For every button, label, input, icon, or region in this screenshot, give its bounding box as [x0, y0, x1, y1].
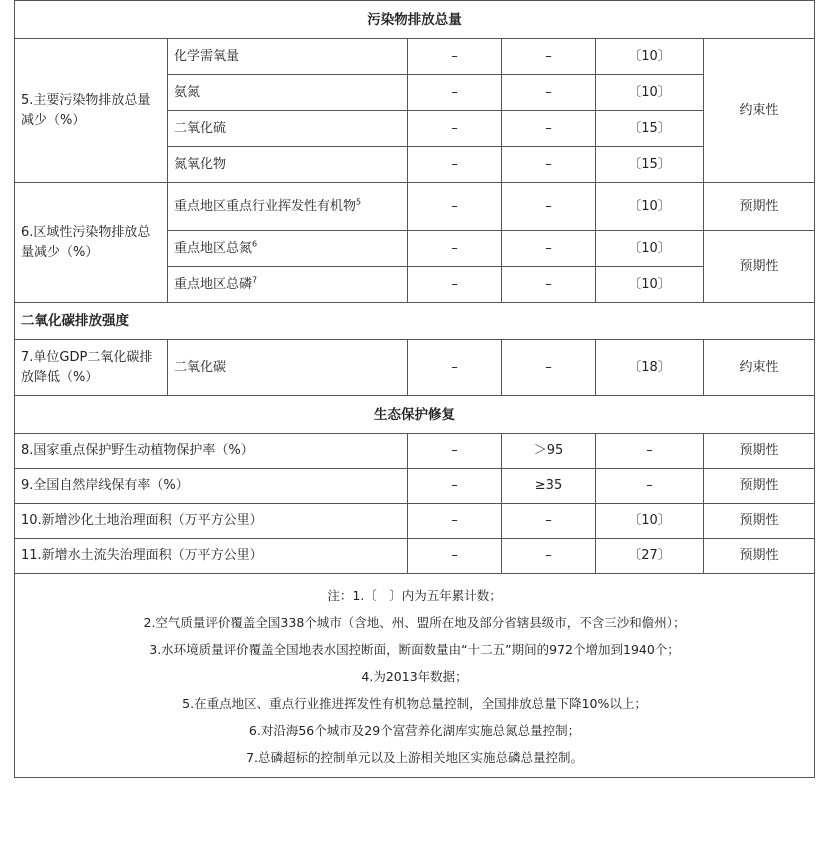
value-cell: – [502, 75, 596, 111]
value-cell: – [596, 434, 704, 469]
attribute-cell: 约束性 [704, 39, 815, 183]
value-cell: 〔10〕 [596, 504, 704, 539]
indicator-table [14, 0, 815, 778]
item-name-text: 重点地区总磷 [174, 276, 253, 292]
table-row [15, 340, 815, 396]
item-name: 二氧化硫 [168, 111, 408, 147]
row-label: 7.单位GDP二氧化碳排放降低（%） [15, 340, 168, 396]
attribute-cell: 预期性 [704, 434, 815, 469]
attribute-cell: 预期性 [704, 183, 815, 231]
table-row [15, 183, 815, 231]
value-cell: 〔15〕 [596, 111, 704, 147]
value-cell: – [408, 267, 502, 303]
note-line: 注：1.〔 〕内为五年累计数； [327, 588, 502, 603]
notes-row [15, 574, 815, 778]
value-cell: – [502, 504, 596, 539]
item-name-text: 重点地区总氮 [174, 240, 253, 256]
section-row [15, 396, 815, 434]
value-cell: – [596, 469, 704, 504]
table-row [15, 539, 815, 574]
attribute-cell: 预期性 [704, 504, 815, 539]
value-cell: 〔10〕 [596, 75, 704, 111]
value-cell: – [408, 183, 502, 231]
value-cell: – [502, 183, 596, 231]
value-cell: – [502, 231, 596, 267]
table-row [15, 504, 815, 539]
note-line: 7.总磷超标的控制单元以及上游相关地区实施总磷总量控制。 [246, 750, 583, 765]
note-line: 4.为2013年数据； [361, 669, 468, 684]
note-line: 5.在重点地区、重点行业推进挥发性有机物总量控制，全国排放总量下降10%以上； [182, 696, 647, 711]
attribute-cell: 预期性 [704, 469, 815, 504]
item-name: 二氧化碳 [168, 340, 408, 396]
value-cell: – [408, 39, 502, 75]
value-cell: – [502, 340, 596, 396]
value-cell: 〔15〕 [596, 147, 704, 183]
value-cell: ＞95 [502, 434, 596, 469]
table-row [15, 469, 815, 504]
attribute-cell: 预期性 [704, 539, 815, 574]
value-cell: – [408, 111, 502, 147]
value-cell: – [408, 231, 502, 267]
value-cell: – [408, 434, 502, 469]
table-row [15, 434, 815, 469]
section-title-pollution: 污染物排放总量 [15, 1, 815, 39]
value-cell: 〔10〕 [596, 39, 704, 75]
footnote-mark: 7 [252, 275, 258, 285]
value-cell: – [502, 111, 596, 147]
row-label: 10.新增沙化土地治理面积（万平方公里） [15, 504, 408, 539]
value-cell: 〔18〕 [596, 340, 704, 396]
value-cell: 〔10〕 [596, 231, 704, 267]
section-row [15, 1, 815, 39]
item-name: 化学需氧量 [168, 39, 408, 75]
item-name-text: 重点地区重点行业挥发性有机物 [174, 198, 357, 214]
footnote-mark: 5 [356, 197, 362, 207]
attribute-cell: 约束性 [704, 340, 815, 396]
note-line: 2.空气质量评价覆盖全国338个城市（含地、州、盟所在地及部分省辖县级市，不含三沙和儋州）； [143, 615, 686, 630]
item-name [168, 267, 408, 303]
value-cell: – [408, 539, 502, 574]
value-cell: – [502, 147, 596, 183]
item-name: 氮氧化物 [168, 147, 408, 183]
item-name: 氨氮 [168, 75, 408, 111]
table-row [15, 39, 815, 75]
value-cell: 〔27〕 [596, 539, 704, 574]
value-cell: – [408, 469, 502, 504]
section-row [15, 303, 815, 340]
row-label: 8.国家重点保护野生动植物保护率（%） [15, 434, 408, 469]
attribute-cell: 预期性 [704, 231, 815, 303]
row-label: 9.全国自然岸线保有率（%） [15, 469, 408, 504]
value-cell: – [408, 147, 502, 183]
footnote-mark: 6 [252, 239, 258, 249]
value-cell: ≥35 [502, 469, 596, 504]
value-cell: – [408, 340, 502, 396]
section-title-eco: 生态保护修复 [15, 396, 815, 434]
section-title-co2: 二氧化碳排放强度 [15, 303, 815, 340]
row-label: 5.主要污染物排放总量减少（%） [15, 39, 168, 183]
value-cell: – [408, 504, 502, 539]
value-cell: – [502, 267, 596, 303]
note-line: 3.水环境质量评价覆盖全国地表水国控断面，断面数量由“十二五”期间的972个增加到1940个； [149, 642, 680, 657]
value-cell: 〔10〕 [596, 183, 704, 231]
item-name [168, 231, 408, 267]
item-name [168, 183, 408, 231]
value-cell: – [502, 539, 596, 574]
row-label: 6.区域性污染物排放总量减少（%） [15, 183, 168, 303]
notes-cell [15, 574, 815, 778]
value-cell: – [408, 75, 502, 111]
row-label: 11.新增水土流失治理面积（万平方公里） [15, 539, 408, 574]
note-line: 6.对沿海56个城市及29个富营养化湖库实施总氮总量控制； [248, 723, 581, 738]
value-cell: 〔10〕 [596, 267, 704, 303]
value-cell: – [502, 39, 596, 75]
